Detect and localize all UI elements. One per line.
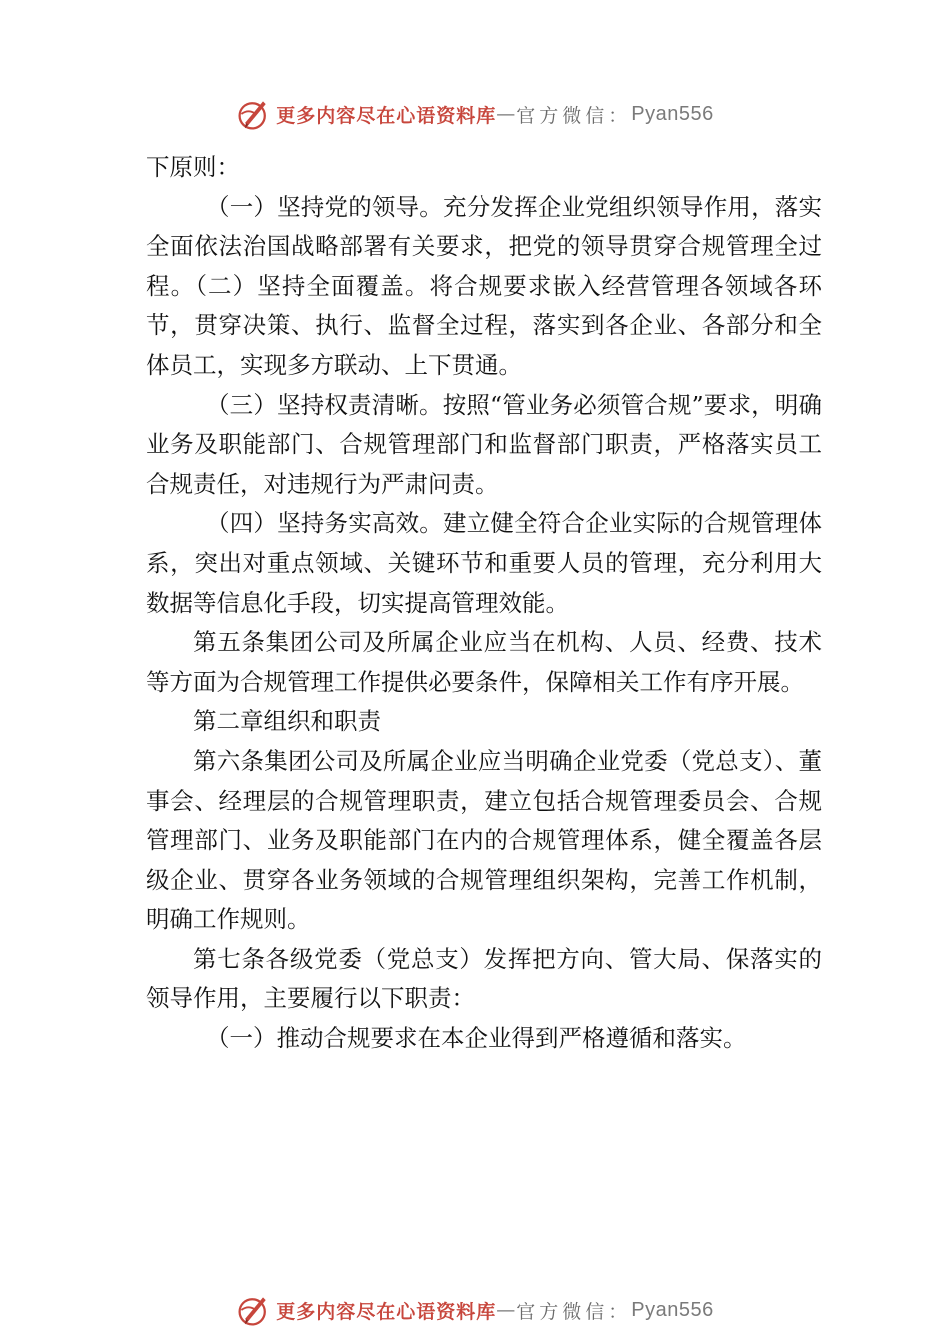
watermark-footer	[0, 1290, 950, 1330]
chapter-heading: 第二章组织和职责	[193, 707, 381, 736]
paragraph-principle-3: （三）坚持权责清晰。按照“管业务必须管合规”要求，明确业务及职能部门、合规管理部门和监督部门职责，严格落实员工合规责任，对违规行为严肃问责。	[146, 390, 822, 498]
paragraph-article-5: 第五条集团公司及所属企业应当在机构、人员、经费、技术等方面为合规管理工作提供必要条件，保障相关工作有序开展。	[146, 628, 822, 696]
quill-logo-icon	[236, 96, 272, 132]
watermark-brand: 更多内容尽在心语资料库	[276, 1300, 497, 1323]
watermark-brand: 更多内容尽在心语资料库	[276, 104, 497, 127]
watermark-label: 官方微信：	[516, 1300, 632, 1323]
document-body	[146, 148, 822, 1059]
paragraph-article-6: 第六条集团公司及所属企业应当明确企业党委（党总支）、董事会、经理层的合规管理职责，建立包括合规管理委员会、合规管理部门、业务及职能部门在内的合规管理体系，健全覆盖各层级企业、贯穿各业务领域的合规管理组织架构，完善工作机制，明确工作规则。	[146, 746, 822, 934]
paragraph-duty-1: （一）推动合规要求在本企业得到严格遵循和落实。	[206, 1024, 747, 1053]
quill-logo-icon	[236, 1292, 272, 1328]
paragraph-continuation: 下原则：	[146, 153, 240, 181]
watermark-separator: —	[496, 103, 517, 125]
watermark-header	[0, 94, 950, 134]
paragraph-principle-4: （四）坚持务实高效。建立健全符合企业实际的合规管理体系，突出对重点领域、关键环节和重要人员的管理，充分利用大数据等信息化手段，切实提高管理效能。	[146, 509, 822, 617]
paragraph-principle-1-2: （一）坚持党的领导。充分发挥企业党组织领导作用，落实全面依法治国战略部署有关要求，把党的领导贯穿合规管理全过程。（二）坚持全面覆盖。将合规要求嵌入经营管理各领域各环节，贯穿决策、执行、监督全过程，落实到各企业、各部分和全体员工，实现多方联动、上下贯通。	[146, 192, 822, 379]
paragraph-article-7: 第七条各级党委（党总支）发挥把方向、管大局、保落实的领导作用，主要履行以下职责：	[146, 944, 822, 1013]
watermark-wechat-id: Pyan556	[631, 102, 714, 125]
watermark-wechat-id: Pyan556	[631, 1298, 714, 1321]
watermark-label: 官方微信：	[516, 104, 632, 127]
watermark-separator: —	[496, 1299, 517, 1321]
